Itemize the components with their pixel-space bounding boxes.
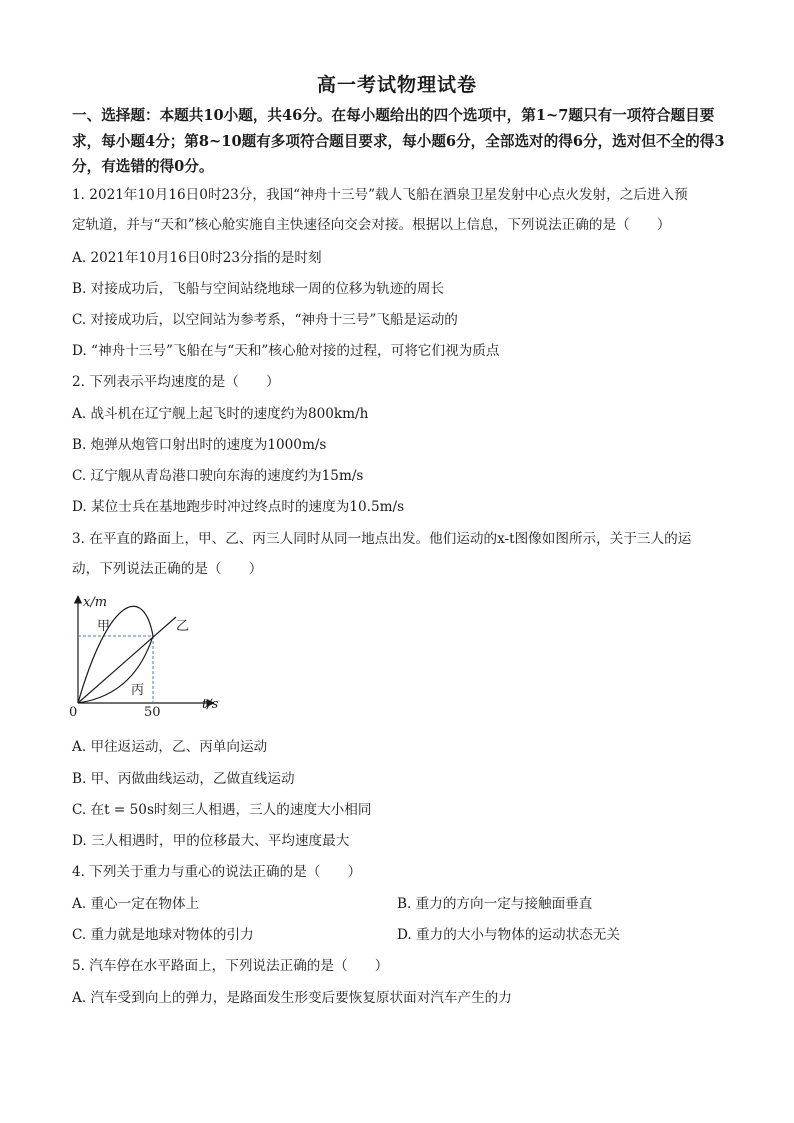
label-bing: 丙 [131,683,145,698]
q4-option-b: B. 重力的方向一定与接触面垂直 [397,896,593,912]
tick-x-50: 50 [144,705,161,720]
label-yi: 乙 [176,619,190,634]
q5-stem: 5. 汽车停在水平路面上，下列说法正确的是（ ） [72,958,389,974]
label-jia: 甲 [97,619,111,634]
q1-option-b: B. 对接成功后，飞船与空间站绕地球一周的位移为轨迹的周长 [72,281,445,297]
q3-stem-line1: 3. 在平直的路面上，甲、乙、丙三人同时从同一地点出发。他们运动的x-t图像如图所示，关于三人的运 [72,531,692,547]
origin-label: 0 [69,705,78,720]
xt-graph [64,590,224,720]
y-axis-label: x/m [83,595,108,610]
q2-option-a: A. 战斗机在辽宁舰上起飞时的速度约为800km/h [72,406,369,422]
q3-option-d: D. 三人相遇时，甲的位移最大、平均速度最大 [72,833,350,849]
q1-option-a: A. 2021年10月16日0时23分指的是时刻 [72,250,322,266]
q1-stem-line2: 定轨道，并与“天和”核心舱实施自主快速径向交会对接。根据以上信息，下列说法正确的是（ ） [72,217,671,233]
q2-stem: 2. 下列表示平均速度的是（ ） [72,374,280,390]
q2-option-d: D. 某位士兵在基地跑步时冲过终点时的速度为10.5m/s [72,499,405,515]
q4-option-c: C. 重力就是地球对物体的引力 [72,927,254,943]
q1-stem-line1: 1. 2021年10月16日0时23分，我国“神舟十三号”载人飞船在酒泉卫星发射中心点火发射，之后进入预 [72,187,688,203]
page-title: 高一考试物理试卷 [316,74,477,96]
q2-option-b: B. 炮弹从炮管口射出时的速度为1000m/s [72,437,327,453]
q4-option-d: D. 重力的大小与物体的运动状态无关 [397,927,620,943]
q1-option-d: D. “神舟十三号”飞船在与“天和”核心舱对接的过程，可将它们视为质点 [72,343,500,359]
q3-option-c: C. 在t = 50s时刻三人相遇，三人的速度大小相同 [72,802,372,818]
q2-option-c: C. 辽宁舰从青岛港口驶向东海的速度约为15m/s [72,468,364,484]
q4-option-a: A. 重心一定在物体上 [72,896,200,912]
x-axis-label: t/s [202,697,219,712]
q4-stem: 4. 下列关于重力与重心的说法正确的是（ ） [72,864,362,880]
q3-stem-line2: 动，下列说法正确的是（ ） [72,561,263,577]
q3-option-a: A. 甲往返运动，乙、丙单向运动 [72,739,268,755]
q1-option-c: C. 对接成功后，以空间站为参考系，“神舟十三号”飞船是运动的 [72,312,458,328]
q5-option-a: A. 汽车受到向上的弹力，是路面发生形变后要恢复原状面对汽车产生的力 [72,990,512,1006]
section-header: 一、选择题：本题共10小题，共46分。在每小题给出的四个选项中，第1~7题只有一项符合题目要求，每小题4分；第8~10题有多项符合题目要求，每小题6分，全部选对的得6分，选对但不全的得3分，有选错的得0分。 [72,107,725,175]
q3-option-b: B. 甲、丙做曲线运动，乙做直线运动 [72,771,295,787]
